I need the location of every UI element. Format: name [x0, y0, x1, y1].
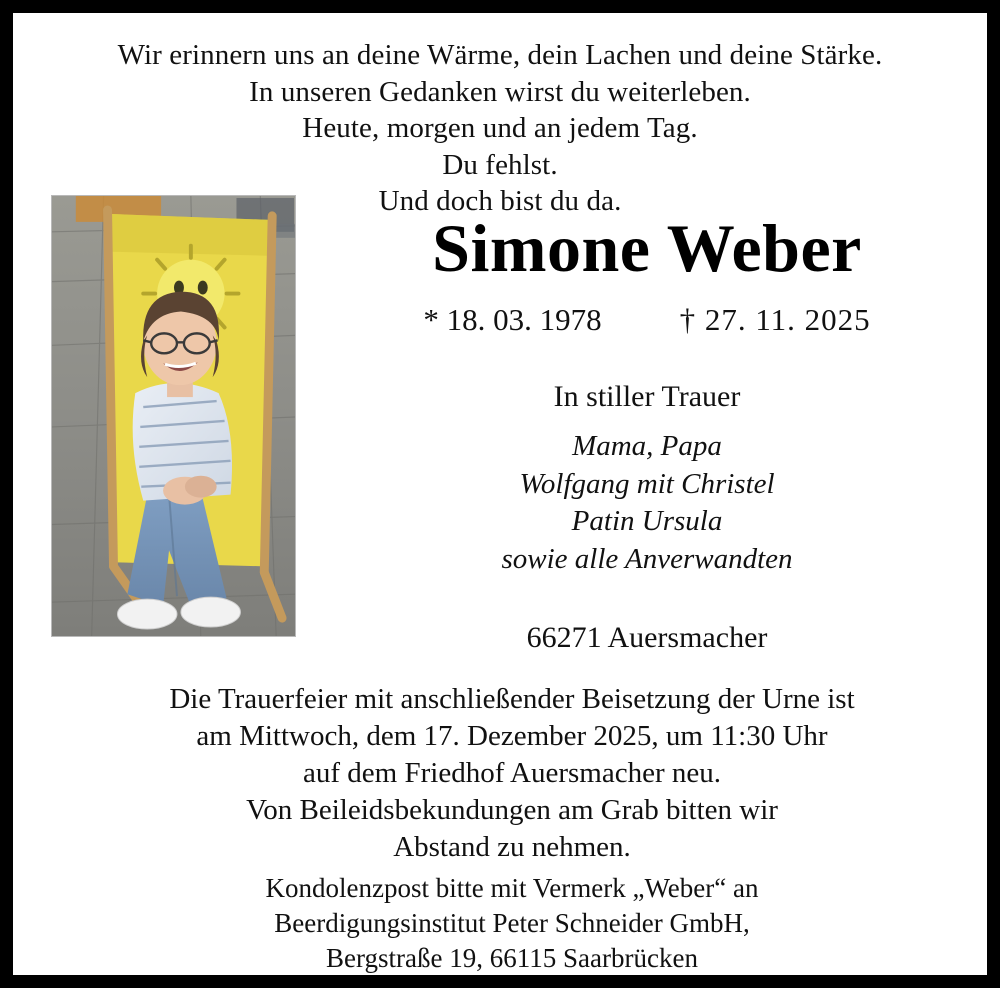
institute-line-3: Bergstraße 19, 66115 Saarbrücken: [326, 943, 698, 974]
portrait-photo: [51, 195, 296, 637]
funeral-institute-info: [37, 871, 987, 976]
death-date: † 27. 11. 2025: [679, 302, 871, 338]
verse-line-1: Wir erinnern uns an deine Wärme, dein Lachen und deine Stärke.: [117, 39, 883, 71]
birth-date: * 18. 03. 1978: [423, 302, 602, 338]
verse-line-5: Und doch bist du da.: [378, 185, 622, 218]
ceremony-line-2: am Mittwoch, dem 17. Dezember 2025, um 11:30 Uhr: [196, 720, 828, 753]
ceremony-line-1: Die Trauerfeier mit anschließender Beisetzung der Urne ist: [169, 683, 855, 715]
notice-inner: [13, 13, 987, 975]
ceremony-details: [37, 681, 987, 867]
mourning-title: In stiller Trauer: [553, 380, 741, 414]
verse-line-3: Heute, morgen und an jedem Tag.: [302, 112, 698, 145]
institute-line-1: Kondolenzpost bitte mit Vermerk „Weber“ an: [265, 873, 759, 903]
mourner-line-1: Mama, Papa: [572, 430, 722, 463]
portrait-photo-frame: [51, 195, 296, 637]
ceremony-line-4: Von Beileidsbekundungen am Grab bitten wir: [246, 794, 778, 827]
mourner-line-3: Patin Ursula: [571, 505, 723, 538]
mourners-list: [313, 428, 981, 578]
deceased-block: [313, 210, 981, 578]
verse-line-4: Du fehlst.: [442, 148, 558, 181]
verse-line-2: In unseren Gedanken wirst du weiterleben.: [249, 75, 751, 108]
mourner-line-2: Wolfgang mit Christel: [519, 467, 775, 500]
ceremony-line-5: Abstand zu nehmen.: [393, 831, 631, 864]
deceased-name: Simone Weber: [432, 210, 862, 286]
mourner-line-4: sowie alle Anverwandten: [501, 542, 793, 575]
memorial-verse: [37, 37, 963, 220]
place-line: 66271 Auersmacher: [526, 621, 768, 654]
ceremony-line-3: auf dem Friedhof Auersmacher neu.: [303, 757, 721, 790]
institute-line-2: Beerdigungsinstitut Peter Schneider GmbH,: [274, 908, 750, 939]
life-dates: [313, 302, 981, 338]
